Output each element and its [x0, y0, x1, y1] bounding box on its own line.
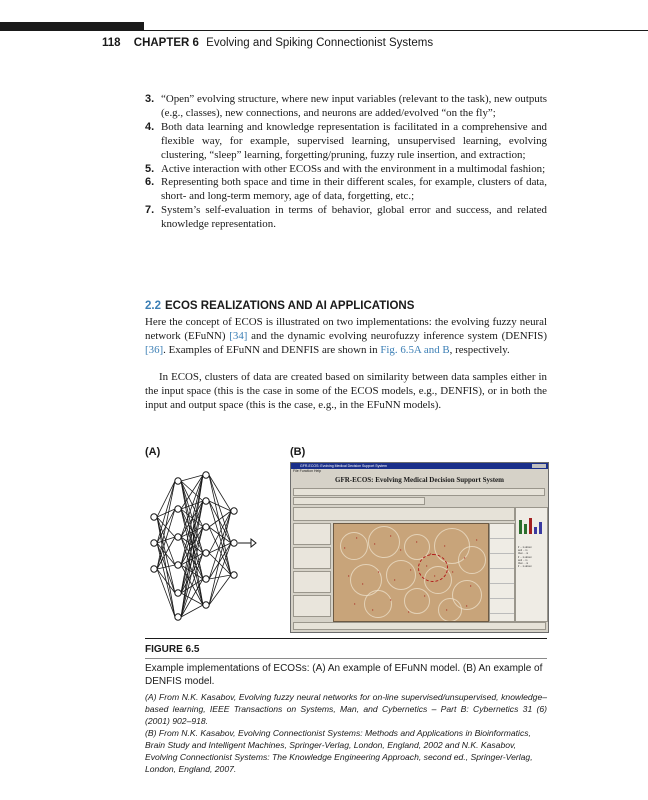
list-item: 5. Active interaction with other ECOSs and with the environment in a multimodal fashion; [145, 162, 546, 175]
data-point: • [424, 593, 426, 598]
screenshot-banner: GFR-ECOS: Evolving Medical Decision Support System [335, 476, 504, 484]
running-head [102, 37, 433, 49]
data-point: • [464, 555, 466, 560]
header-bar [0, 22, 144, 31]
screenshot-rules-panel: if ... is about and ... is then ... is if ... is about and ... is then ... is if ... is about [515, 507, 548, 622]
figure-credits [145, 691, 547, 775]
section-title: ECOS REALIZATIONS AND AI APPLICATIONS [165, 300, 415, 312]
credit-a: (A) From N.K. Kasabov, Evolving fuzzy neural networks for on-line supervised/unsupervised, knowledge–based learning, IEEE Transactions on Systems, Man, and Cybernetics – Part B: Cybernetics 31 (6) (2001) 902–918. [145, 692, 547, 726]
hidden-node [203, 472, 209, 478]
screenshot-inputs [293, 497, 425, 505]
citation-link[interactable]: [36] [145, 343, 164, 356]
hidden-node [175, 534, 181, 540]
network-connection [209, 575, 231, 579]
denfis-screenshot [290, 462, 549, 633]
feature-list [145, 93, 547, 232]
cluster-ring [386, 560, 416, 590]
data-point: • [466, 603, 468, 608]
histogram-bar [519, 520, 522, 534]
network-connection [157, 509, 175, 569]
credit-b: (B) From N.K. Kasabov, Evolving Connectionist Systems: Methods and Applications in Bioinformatics, Brain Study and Intelligent Machines, Springer-Verlag, London, England, 2002 and N.K. Kasabov, Evolving Connectionist Systems: The Knowledge Engineering Approach, second ed., Springer-Verlag, London, England, 2007. [145, 728, 533, 774]
hidden-node [175, 590, 181, 596]
histogram-bar [524, 524, 527, 534]
output-node [231, 572, 237, 578]
data-point: • [362, 581, 364, 586]
data-point: • [348, 573, 350, 578]
cluster-ring [458, 546, 486, 574]
hidden-node [175, 478, 181, 484]
screenshot-statusbar [293, 622, 546, 630]
list-item: 7. System’s self-evaluation in terms of behavior, global error and success, and related knowledge representation. [145, 204, 547, 231]
data-point: • [444, 543, 446, 548]
histogram-bar [534, 527, 537, 534]
data-point: • [354, 601, 356, 606]
chapter-label: CHAPTER 6 [133, 37, 199, 49]
hidden-node [203, 602, 209, 608]
hidden-node [175, 562, 181, 568]
screenshot-titlebar: GFR-ECOS: Evolving Medical Decision Support System [291, 463, 548, 469]
screenshot-cluster-plot [333, 523, 489, 622]
output-node [231, 540, 237, 546]
hidden-node [175, 614, 181, 620]
cluster-ring [438, 598, 462, 622]
screenshot-menubar: File Function Help [291, 469, 548, 474]
network-connection [157, 569, 175, 617]
section-heading [145, 300, 414, 312]
chapter-title: Evolving and Spiking Connectionist Systems [206, 37, 434, 49]
data-point: • [408, 609, 410, 614]
input-node [151, 566, 157, 572]
figure-label-a: (A) [145, 446, 161, 458]
data-point: • [400, 547, 402, 552]
figure-caption: Example implementations of ECOSs: (A) An example of EFuNN model. (B) An example of DENFIS model. [145, 663, 543, 687]
screenshot-membership-panel [489, 523, 515, 622]
figure-number: FIGURE 6.5 [145, 644, 200, 655]
data-point: • [430, 551, 432, 556]
figure-label-b: (B) [290, 446, 306, 458]
figure-rule-thin [145, 658, 547, 659]
data-point: • [374, 541, 376, 546]
data-point: • [476, 537, 478, 542]
data-point: • [394, 577, 396, 582]
data-point: • [434, 573, 436, 578]
output-node [231, 508, 237, 514]
paragraph-clusters: In ECOS, clusters of data are created based on similarity between data samples either in the input space (this is the case in some of the ECOS models, e.g., DENFIS), or in both the input and output space (this is the case, e.g., in the EFuNN models). [145, 371, 547, 411]
data-point: • [378, 569, 380, 574]
data-point: • [390, 533, 392, 538]
hidden-node [203, 576, 209, 582]
data-point: • [416, 539, 418, 544]
hidden-node [203, 498, 209, 504]
data-point: • [446, 607, 448, 612]
input-node [151, 514, 157, 520]
efunn-network-diagram [150, 467, 270, 627]
active-cluster-ring [418, 551, 448, 582]
data-point: • [356, 535, 358, 540]
data-point: • [372, 607, 374, 612]
screenshot-toolbar [293, 488, 545, 496]
list-item: 6. Representing both space and time in their different scales, for example, clusters of data, short- and long-term memory, age of data, forgetting, etc.; [145, 176, 547, 203]
data-point: • [390, 597, 392, 602]
cluster-ring [368, 526, 400, 558]
section-number: 2.2 [145, 300, 161, 312]
list-item: 3. “Open” evolving structure, where new input variables (relevant to the task), new outputs (e.g., classes), new connections, and neurons are added/evolved “on the fly”; [145, 93, 547, 119]
figure-rule [145, 638, 547, 639]
data-point: • [452, 569, 454, 574]
page-number: 118 [102, 37, 121, 49]
hidden-node [203, 550, 209, 556]
hidden-node [175, 506, 181, 512]
data-point: • [344, 545, 346, 550]
screenshot-header-panel [293, 507, 515, 521]
input-node [151, 540, 157, 546]
screenshot-side-panel [293, 523, 331, 620]
citation-link[interactable]: [34] [229, 329, 248, 342]
histogram-bar [529, 518, 532, 534]
figure-link[interactable]: Fig. 6.5A and B [380, 343, 450, 356]
list-item: 4. Both data learning and knowledge representation is facilitated in a comprehensive and flexible way, for example, supervised learning, unsupervised learning, evolving clustering, “sleep” learning, forgetting/pruning, fuzzy rule insertion, and extraction; [145, 120, 547, 161]
cluster-ring [364, 590, 392, 618]
histogram-bar [539, 522, 542, 534]
hidden-node [203, 524, 209, 530]
paragraph-intro: Here the concept of ECOS is illustrated on two implementations: the evolving fuzzy neural network (EFuNN) [34] and the dynamic evolving neurofuzzy inference system (DENFIS) [36]. Examples of EFuNN and DENFIS are shown in Fig. 6.5A and B, respectively. [145, 316, 547, 356]
data-point: • [426, 563, 428, 568]
output-arrow-head [251, 539, 256, 547]
header-rule [144, 30, 648, 31]
data-point: • [470, 583, 472, 588]
data-point: • [410, 567, 412, 572]
